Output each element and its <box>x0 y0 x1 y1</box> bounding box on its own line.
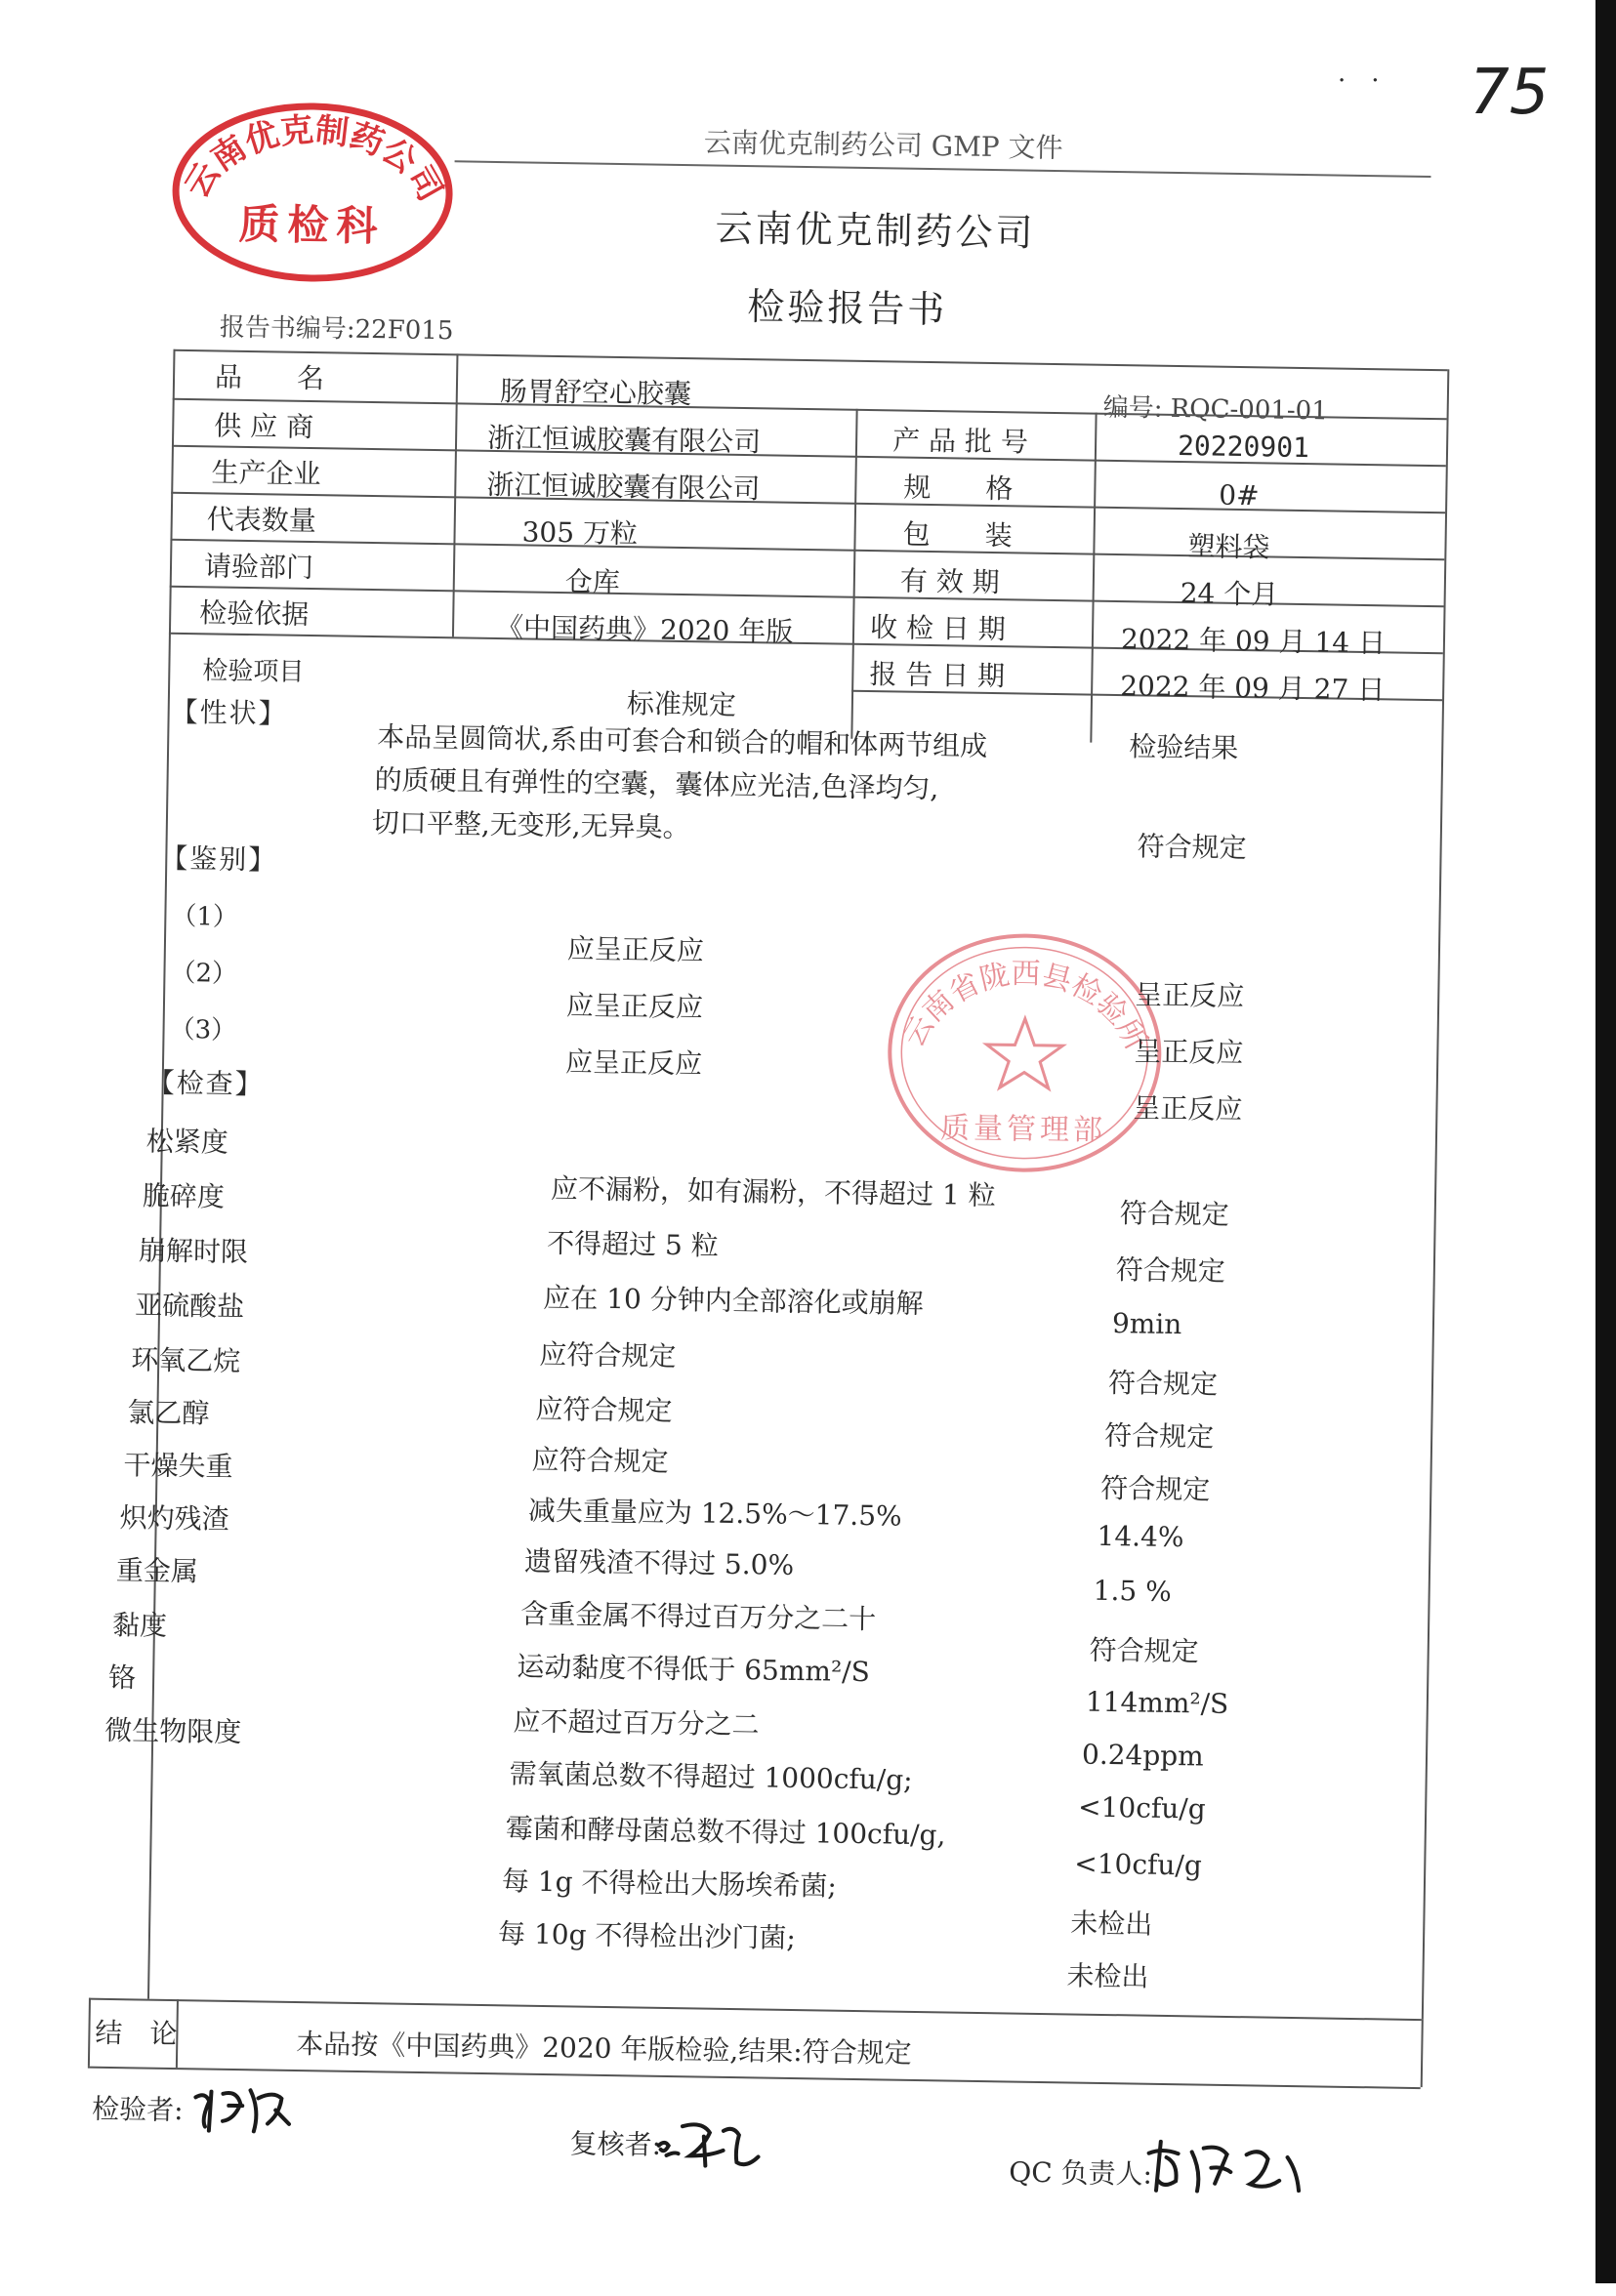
package-value: 塑料袋 <box>1187 530 1270 564</box>
validity-value: 24 个月 <box>1180 577 1279 611</box>
receive-date-label: 收 检 日 期 <box>869 611 1007 646</box>
conclusion-top-border <box>89 1998 1422 2021</box>
quantity-value: 305 万粒 <box>521 515 639 551</box>
conclusion-label: 结 论 <box>95 2016 178 2051</box>
qc-stamp-bottom-text: 质检科 <box>238 199 386 251</box>
package-label: 包 装 <box>902 517 1013 553</box>
manufacturer-label: 生产企业 <box>211 456 321 491</box>
report-date-label: 报 告 日 期 <box>869 658 1006 693</box>
inspection-item: 铬 <box>107 1660 137 1695</box>
inspection-standard: 不得超过 5 粒 <box>546 1226 720 1262</box>
identification-standard: 应呈正反应 <box>565 989 704 1024</box>
county-inspection-stamp <box>876 923 1173 1182</box>
product-label: 品 名 <box>214 360 325 395</box>
identification-item: （3） <box>169 1014 237 1046</box>
scan-dots: · · <box>1338 66 1380 96</box>
inspection-item: 氯乙醇 <box>127 1396 210 1430</box>
section-appearance: 【性状】 <box>170 695 288 730</box>
basis-label: 检验依据 <box>199 596 310 632</box>
qc-manager-label: QC 负责人: <box>1009 2155 1153 2191</box>
report-number: 报告书编号:22F015 <box>219 312 454 347</box>
reviewer-label: 复核者: <box>569 2127 662 2161</box>
identification-result: 呈正反应 <box>1135 978 1245 1013</box>
identification-item: （1） <box>171 901 239 932</box>
inspection-result: 未检出 <box>1070 1906 1153 1941</box>
inspection-result: 符合规定 <box>1119 1197 1230 1231</box>
conclusion-right-border <box>1421 2019 1424 2087</box>
inspection-item: 亚硫酸盐 <box>134 1289 245 1324</box>
product-value: 肠胃舒空心胶囊 <box>499 375 692 411</box>
inspection-standard: 应符合规定 <box>531 1443 669 1478</box>
identification-standard: 应呈正反应 <box>564 1046 703 1081</box>
appearance-standard-line-1: 本品呈圆筒状,系由可套合和锁合的帽和体两节组成 <box>377 720 988 762</box>
table-right-border <box>1422 369 1450 2019</box>
inspection-item: 环氧乙烷 <box>131 1343 241 1378</box>
appearance-result: 符合规定 <box>1137 830 1247 865</box>
inspection-item: 黏度 <box>111 1608 168 1642</box>
inspection-standard: 每 10g 不得检出沙门菌; <box>497 1917 797 1955</box>
appearance-standard-line-2: 的质硬且有弹性的空囊，囊体应光洁,色泽均匀, <box>374 763 939 805</box>
department-label: 请验部门 <box>203 550 314 585</box>
qc-department-stamp <box>165 93 461 293</box>
inspection-item: 松紧度 <box>145 1125 229 1159</box>
inspection-item: 重金属 <box>115 1554 199 1588</box>
inspection-result: 符合规定 <box>1115 1253 1226 1288</box>
inspection-item: 脆碎度 <box>142 1179 226 1213</box>
validity-label: 有 效 期 <box>899 564 1000 599</box>
spec-value: 0# <box>1219 478 1260 512</box>
gmp-header: 云南优克制药公司 GMP 文件 <box>703 126 1063 165</box>
batch-label: 产 品 批 号 <box>891 424 1029 459</box>
appearance-standard-line-3: 切口平整,无变形,无异臭。 <box>371 806 690 844</box>
inspection-item: 干燥失重 <box>123 1449 233 1483</box>
inspector-signature <box>189 2079 298 2140</box>
inspection-standard: 应符合规定 <box>535 1392 673 1427</box>
inspection-item: 微生物限度 <box>104 1713 242 1749</box>
inspection-result: 符合规定 <box>1103 1418 1215 1454</box>
inspection-item: 炽灼残渣 <box>119 1501 229 1536</box>
department-value: 仓库 <box>564 565 621 599</box>
form-number: 编号: RQC-001-01 <box>1102 392 1328 427</box>
inspection-standard: 应在 10 分钟内全部溶化或崩解 <box>543 1281 924 1320</box>
qc-manager-signature <box>1140 2134 1317 2205</box>
report-date-value: 2022 年 09 月 27 日 <box>1119 670 1386 707</box>
inspection-result: 14.4% <box>1097 1519 1184 1554</box>
inspection-standard: 含重金属不得过百万分之二十 <box>519 1597 877 1636</box>
qc-stamp-top-text: 云南优克制药公司 <box>177 110 450 208</box>
document-title: 检验报告书 <box>746 285 948 332</box>
inspection-standard: 减失重量应为 12.5%～17.5% <box>527 1494 902 1533</box>
identification-result: 呈正反应 <box>1133 1091 1243 1127</box>
identification-item: （2） <box>170 958 238 989</box>
inspection-item: 崩解时限 <box>138 1234 249 1269</box>
column-standard-header: 标准规定 <box>626 687 737 721</box>
inspection-standard: 每 1g 不得检出大肠埃希菌; <box>501 1865 838 1903</box>
svg-text:质量管理部: 质量管理部 <box>939 1111 1107 1148</box>
receive-date-value: 2022 年 09 月 14 日 <box>1120 623 1387 660</box>
inspection-standard: 应不超过百万分之二 <box>513 1704 760 1742</box>
column-result-header: 检验结果 <box>1128 730 1239 764</box>
inspection-result: 未检出 <box>1066 1959 1149 1993</box>
inspection-standard: 霉菌和酵母菌总数不得过 100cfu/g, <box>505 1812 946 1852</box>
inspection-result: 符合规定 <box>1100 1471 1211 1506</box>
quantity-label: 代表数量 <box>206 503 317 538</box>
inspection-standard: 需氧菌总数不得超过 1000cfu/g; <box>509 1757 913 1796</box>
inspection-result: 114mm²/S <box>1085 1685 1229 1720</box>
reviewer-signature <box>652 2107 780 2177</box>
inspection-result: 1.5 % <box>1093 1574 1172 1609</box>
basis-value: 《中国药典》2020 年版 <box>495 611 794 648</box>
inspection-standard: 应不漏粉，如有漏粉，不得超过 1 粒 <box>550 1171 996 1212</box>
supplier-label: 供 应 商 <box>214 409 314 444</box>
inspector-label: 检验者: <box>91 2092 184 2127</box>
identification-standard: 应呈正反应 <box>566 932 705 967</box>
inspection-standard: 遗留残渣不得过 5.0% <box>523 1544 795 1581</box>
inspection-result: 9min <box>1111 1307 1182 1341</box>
svg-text:云南优克制药公司 <box>177 108 451 208</box>
inspection-result: <10cfu/g <box>1074 1847 1203 1882</box>
conclusion-left-border <box>88 1998 91 2067</box>
inspection-result: 符合规定 <box>1107 1366 1219 1401</box>
inspection-result: 0.24ppm <box>1081 1738 1205 1773</box>
table-top-border <box>173 349 1447 371</box>
manufacturer-value: 浙江恒诚胶囊有限公司 <box>486 468 761 506</box>
company-name: 云南优克制药公司 <box>715 206 1036 255</box>
svg-text:云南省陇西县检验所: 云南省陇西县检验所 <box>896 957 1153 1056</box>
batch-value: 20220901 <box>1177 429 1310 465</box>
page-number: 75 <box>1470 57 1550 129</box>
inspection-standard: 运动黏度不得低于 65mm²/S <box>517 1650 871 1689</box>
supplier-value: 浙江恒诚胶囊有限公司 <box>486 421 762 459</box>
column-item-header: 检验项目 <box>202 656 305 687</box>
inspection-result: <10cfu/g <box>1077 1790 1206 1825</box>
inspection-result: 符合规定 <box>1089 1633 1199 1668</box>
inspection-standard: 应符合规定 <box>539 1337 677 1374</box>
identification-result: 呈正反应 <box>1134 1035 1244 1070</box>
conclusion-value: 本品按《中国药典》2020 年版检验,结果:符合规定 <box>296 2028 912 2070</box>
section-inspection: 【检查】 <box>146 1066 265 1101</box>
spec-label: 规 格 <box>903 471 1014 506</box>
section-identification: 【鉴别】 <box>160 841 278 877</box>
